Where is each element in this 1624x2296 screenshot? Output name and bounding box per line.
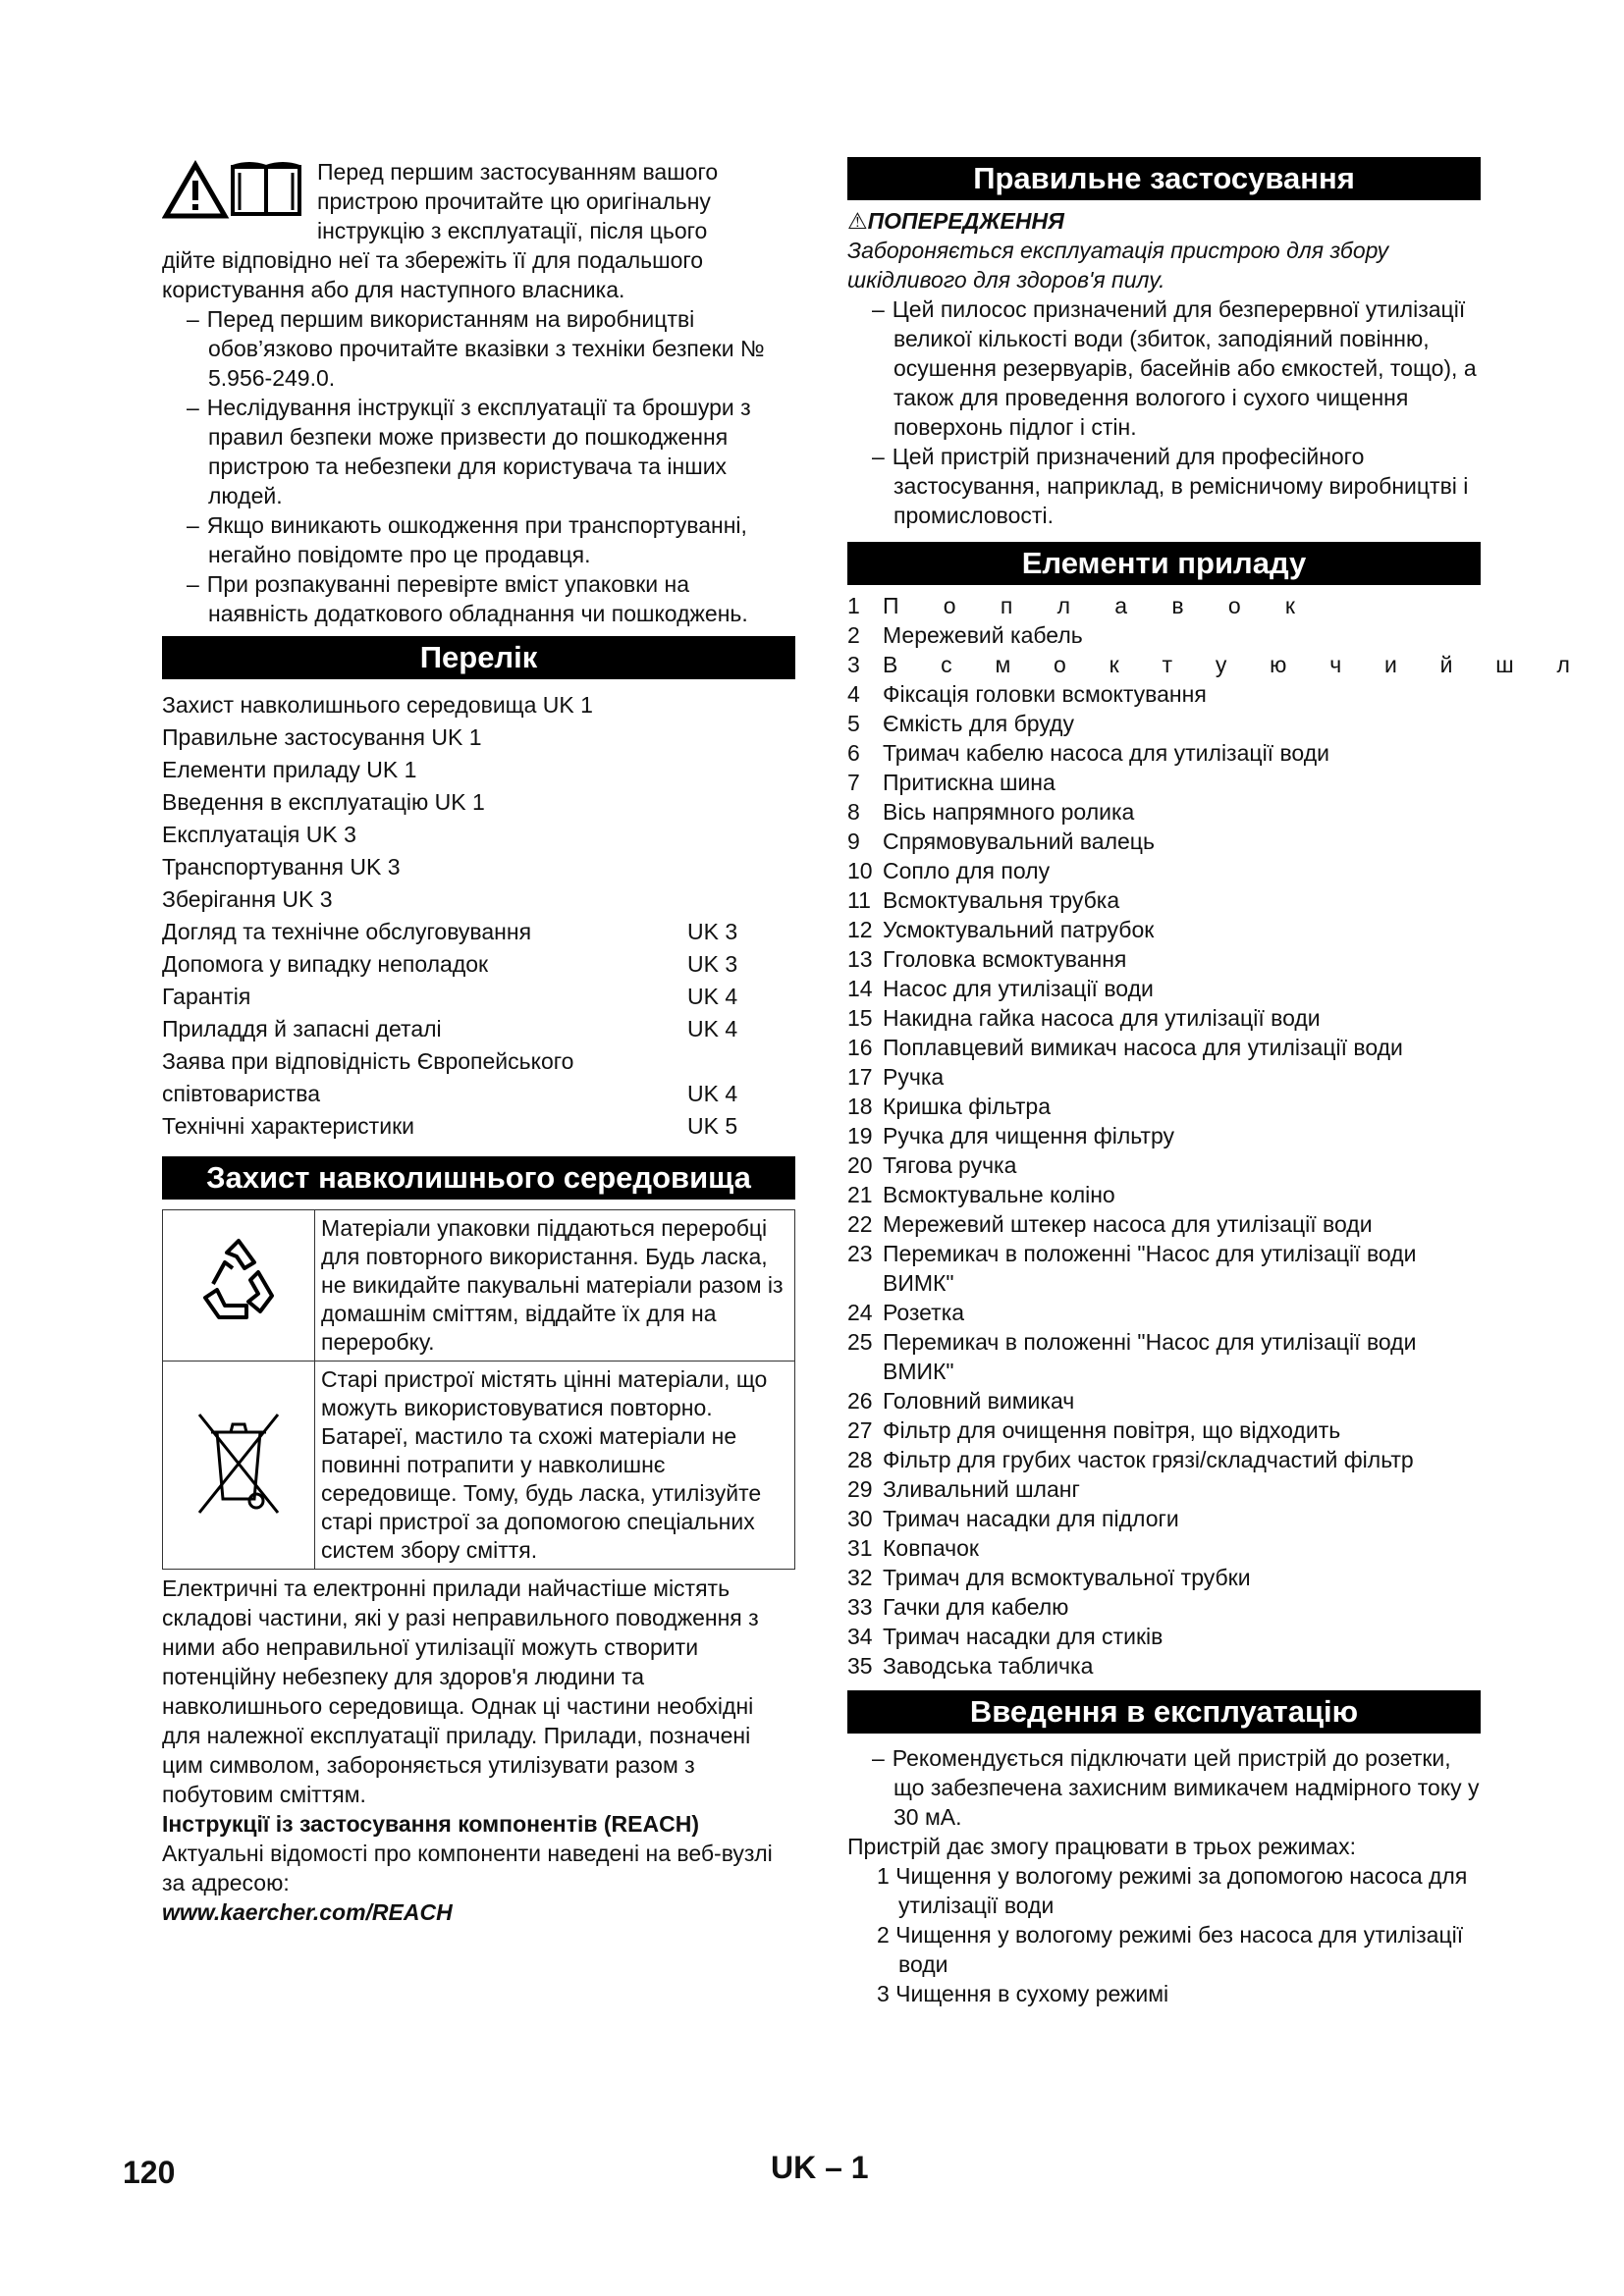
list-item — [847, 1092, 1481, 1121]
toc-page — [687, 851, 795, 883]
toc-page — [687, 819, 795, 851]
letter: о — [1054, 652, 1066, 677]
intro-line: користування або для наступного власника. — [162, 277, 625, 302]
part-number: 35 — [847, 1653, 873, 1679]
list-item: 2 Чищення у вологому режимі без насоса для утилізації води — [877, 1922, 1464, 1977]
recycle-icon — [189, 1233, 288, 1331]
part-number: 18 — [847, 1094, 873, 1119]
part-number: 33 — [847, 1594, 873, 1620]
part-number: 24 — [847, 1300, 873, 1325]
letter: к — [1284, 593, 1295, 618]
part-number: 21 — [847, 1182, 873, 1207]
part-label: Ручка для чищення фільтру — [883, 1123, 1175, 1148]
toc-title: Елементи приладу UK 1 — [162, 757, 417, 782]
toc-title: Заява при відповідність Європейського — [162, 1048, 574, 1074]
toc-page — [687, 786, 795, 819]
part-label: Тримач насадки для стиків — [883, 1624, 1164, 1649]
modes-intro: Пристрій дає змогу працювати в трьох режимах: — [847, 1834, 1356, 1859]
part-label: Всмоктувальня трубка — [883, 887, 1120, 913]
warning-manual-icon — [162, 159, 307, 220]
toc-row[interactable] — [162, 819, 795, 851]
list-item — [847, 1239, 1481, 1298]
letter: в — [1171, 593, 1184, 618]
part-label: Ємкість для бруду — [883, 711, 1074, 736]
list-item — [847, 1209, 1481, 1239]
disposal-text: Старі пристрої містять цінні матеріали, що можуть використовуватися повторно. Батареї, мастило та схожі матеріали не повинні потрапити у навколишнє середовище. Тому, будь ласка, утилізуйте старі пристрої за допомогою спеціальних систем збору сміття. — [315, 1362, 795, 1570]
part-number: 4 — [847, 681, 860, 707]
part-label: Мережевий кабель — [883, 622, 1083, 648]
part-label: Тягова ручка — [883, 1152, 1017, 1178]
part-number: 8 — [847, 799, 860, 825]
part-number: 32 — [847, 1565, 873, 1590]
list-item — [847, 1504, 1481, 1533]
list-item: – Цей пристрій призначений для професійного застосування, наприклад, в ремісничому виробництві і промисловості. — [847, 442, 1481, 530]
list-item: 3 Чищення в сухому режимі — [877, 1981, 1169, 2006]
letter: о — [1227, 593, 1241, 618]
part-label: Головний вимикач — [883, 1388, 1075, 1414]
part-label: Ковпачок — [883, 1535, 979, 1561]
list-item — [847, 1003, 1481, 1033]
part-number: 30 — [847, 1506, 873, 1531]
part-number: 14 — [847, 976, 873, 1001]
toc-row[interactable] — [162, 916, 795, 948]
part-label: Перемикач в положенні "Насос для утилізації води ВМИК" — [883, 1329, 1417, 1384]
list-item — [847, 944, 1481, 974]
reach-title: Інструкції із застосування компонентів (REACH) — [162, 1811, 699, 1837]
toc-title: Транспортування UK 3 — [162, 854, 401, 880]
part-number: 1 — [847, 593, 860, 618]
letter: ш — [1495, 652, 1514, 677]
part-number: 23 — [847, 1241, 873, 1266]
intro-block — [162, 157, 795, 628]
toc-page: UK 4 — [687, 1016, 738, 1041]
modes-list — [847, 1861, 1481, 2008]
toc-title: Експлуатація UK 3 — [162, 822, 356, 847]
letter: о — [943, 593, 956, 618]
toc-row[interactable] — [162, 689, 795, 721]
part-label: Поплавцевий вимикач насоса для утилізації води — [883, 1035, 1403, 1060]
letter: и — [1383, 652, 1397, 677]
part-number: 3 — [847, 652, 860, 677]
letter: й — [1439, 652, 1453, 677]
part-label: Зливальний шланг — [883, 1476, 1080, 1502]
list-item: – Неслідування інструкції з експлуатації та брошури з правил безпеки може призвести до пошкодження пристрою та небезпеки для користувача та інших людей. — [162, 393, 795, 510]
letter: с — [941, 652, 952, 677]
part-label: Тримач насадки для підлоги — [883, 1506, 1179, 1531]
environment-heading: Захист навколишнього середовища — [162, 1156, 795, 1200]
list-item — [847, 797, 1481, 827]
letter: а — [1114, 593, 1128, 618]
toc-title: співтовариства — [162, 1081, 321, 1106]
part-label: Фільтр для очищення повітря, що відходить — [883, 1417, 1341, 1443]
letter: ч — [1329, 652, 1342, 677]
list-item — [847, 1298, 1481, 1327]
toc-row[interactable] — [162, 786, 795, 819]
list-item — [847, 1327, 1481, 1386]
toc-title: Допомога у випадку неполадок — [162, 951, 489, 977]
disposal-cell — [163, 1362, 315, 1570]
list-item — [847, 1445, 1481, 1474]
list-item — [847, 1386, 1481, 1415]
toc-title: Гарантія — [162, 984, 251, 1009]
list-item — [847, 1533, 1481, 1563]
list-item — [847, 768, 1481, 797]
part-number: 31 — [847, 1535, 873, 1561]
letter: П — [883, 593, 899, 618]
part-label: Накидна гайка насоса для утилізації води — [883, 1005, 1321, 1031]
part-label: Притискна шина — [883, 770, 1056, 795]
part-number: 9 — [847, 828, 860, 854]
letter: п — [1000, 593, 1013, 618]
part-number: 17 — [847, 1064, 873, 1090]
list-item — [847, 1622, 1481, 1651]
part-number: 5 — [847, 711, 860, 736]
letter: л — [1056, 593, 1071, 618]
part-number: 25 — [847, 1329, 873, 1355]
letter: к — [1109, 652, 1119, 677]
environment-table — [162, 1209, 795, 1570]
list-item — [847, 738, 1481, 768]
warning-icon: ⚠ — [847, 208, 868, 234]
letter: т — [1162, 652, 1173, 677]
toc-page: UK 3 — [687, 919, 738, 944]
list-item: – Якщо виникають ошкодження при транспортуванні, негайно повідомте про це продавця. — [162, 510, 795, 569]
part-number: 10 — [847, 858, 873, 883]
part-label: Тримач кабелю насоса для утилізації води — [883, 740, 1329, 766]
toc-page — [687, 883, 795, 916]
part-number: 26 — [847, 1388, 873, 1414]
part-label: Фіксація головки всмоктування — [883, 681, 1207, 707]
part-label: Гголовка всмоктування — [883, 946, 1127, 972]
part-label: Всмоктувальне коліно — [883, 1182, 1115, 1207]
recycle-text: Матеріали упаковки піддаються переробці для повторного використання. Будь ласка, не викидайте пакувальні матеріали разом із домашнім сміттям, віддайте їх для на переробку. — [315, 1210, 795, 1362]
part-label: Кришка фільтра — [883, 1094, 1051, 1119]
left-column — [162, 157, 795, 1927]
toc-page: UK 5 — [687, 1113, 738, 1139]
part-number: 29 — [847, 1476, 873, 1502]
toc-title: Технічні характеристики — [162, 1113, 414, 1139]
warning-text: Забороняється експлуатація пристрою для збору шкідливого для здоров'я пилу. — [847, 238, 1389, 293]
intro-bullets — [162, 304, 795, 628]
toc-page: UK 4 — [687, 1081, 738, 1106]
toc-page — [687, 721, 795, 754]
list-item — [847, 885, 1481, 915]
toc-page — [687, 754, 795, 786]
toc-heading: Перелік — [162, 636, 795, 679]
part-number: 27 — [847, 1417, 873, 1443]
part-number: 22 — [847, 1211, 873, 1237]
part-label: Насос для утилізації води — [883, 976, 1154, 1001]
commissioning-heading: Введення в експлуатацію — [847, 1690, 1481, 1734]
intro-line: інструкцію з експлуатації, після цього — [317, 218, 708, 243]
toc-row[interactable] — [162, 948, 795, 981]
part-label — [883, 650, 1570, 679]
list-item — [847, 915, 1481, 944]
part-label: Усмоктувальний патрубок — [883, 917, 1155, 942]
reach-link[interactable]: www.kaercher.com/REACH — [162, 1899, 453, 1925]
page-code: UK – 1 — [771, 2150, 869, 2185]
list-item: 1 Чищення у вологому режимі за допомогою насоса для утилізації води — [877, 1863, 1468, 1918]
list-item — [847, 709, 1481, 738]
toc-page — [687, 689, 795, 721]
part-number: 11 — [847, 887, 871, 913]
proper-use-heading: Правильне застосування — [847, 157, 1481, 200]
part-number: 28 — [847, 1447, 873, 1472]
list-item — [847, 650, 1570, 679]
toc-title: Правильне застосування UK 1 — [162, 724, 482, 750]
list-item — [847, 591, 1481, 620]
list-item — [847, 620, 1481, 650]
list-item — [847, 856, 1481, 885]
intro-line: пристрою прочитайте цю оригінальну — [317, 188, 711, 214]
part-number: 16 — [847, 1035, 873, 1060]
part-label: Спрямовувальний валець — [883, 828, 1155, 854]
list-item — [847, 1563, 1481, 1592]
list-item — [847, 974, 1481, 1003]
letter: у — [1215, 652, 1227, 677]
list-item: – Цей пилосос призначений для безперервної утилізації великої кількості води (збиток, заподіяний повінню, осушення резервуарів, басейнів або ємкостей, тощо), а також для проведення вологого і сухого чищення поверхонь підлог і стін. — [847, 294, 1481, 442]
warning-title — [847, 206, 1481, 236]
list-item: – При розпакуванні перевірте вміст упаковки на наявність додаткового обладнання чи пошкоджень. — [162, 569, 795, 628]
list-item — [847, 1150, 1481, 1180]
toc-row[interactable] — [162, 851, 795, 883]
elements-heading: Елементи приладу — [847, 542, 1481, 585]
list-item — [847, 827, 1481, 856]
part-label: Мережевий штекер насоса для утилізації води — [883, 1211, 1373, 1237]
part-number: 13 — [847, 946, 873, 972]
part-label: Заводська табличка — [883, 1653, 1094, 1679]
part-number: 20 — [847, 1152, 873, 1178]
list-item — [847, 1415, 1481, 1445]
letter: ю — [1270, 652, 1287, 677]
toc-page: UK 4 — [687, 984, 738, 1009]
reach-text: Актуальні відомості про компоненти наведені на веб-вузлі за адресою: — [162, 1841, 773, 1896]
warning-title-text: ПОПЕРЕДЖЕННЯ — [867, 208, 1064, 234]
spaced-label-3 — [883, 650, 1570, 679]
table-of-contents — [162, 689, 795, 1143]
list-item — [847, 1474, 1481, 1504]
toc-title: Введення в експлуатацію UK 1 — [162, 789, 485, 815]
toc-row[interactable] — [162, 1045, 795, 1078]
part-number: 6 — [847, 740, 860, 766]
list-item — [847, 1592, 1481, 1622]
part-label: Гачки для кабелю — [883, 1594, 1069, 1620]
part-label — [883, 591, 1481, 620]
part-label: Ручка — [883, 1064, 945, 1090]
list-item — [847, 679, 1481, 709]
toc-title: Захист навколишнього середовища UK 1 — [162, 692, 593, 718]
part-label: Фільтр для грубих часток грязі/складчастий фільтр — [883, 1447, 1414, 1472]
letter: м — [995, 652, 1011, 677]
letter: В — [883, 652, 898, 677]
toc-row[interactable] — [162, 981, 795, 1013]
toc-page: UK 3 — [687, 951, 738, 977]
list-item: – Перед першим використанням на виробництві обов’язково прочитайте вказівки з техніки безпеки № 5.956-249.0. — [162, 304, 795, 393]
toc-row[interactable] — [162, 754, 795, 786]
recycle-cell — [163, 1210, 315, 1362]
list-item — [847, 1180, 1481, 1209]
list-item — [847, 1121, 1481, 1150]
part-number: 19 — [847, 1123, 873, 1148]
proper-use-bullets — [847, 294, 1481, 530]
part-number: 7 — [847, 770, 860, 795]
toc-row[interactable] — [162, 1110, 795, 1143]
page-number: 120 — [123, 2155, 176, 2190]
toc-page — [687, 1045, 795, 1078]
part-label: Розетка — [883, 1300, 965, 1325]
toc-row[interactable] — [162, 883, 795, 916]
part-number: 34 — [847, 1624, 873, 1649]
part-label: Тримач для всмоктувальної трубки — [883, 1565, 1251, 1590]
part-label: Перемикач в положенні "Насос для утилізації води ВИМК" — [883, 1241, 1417, 1296]
parts-list — [847, 591, 1570, 1681]
list-item — [847, 1651, 1481, 1681]
part-number: 15 — [847, 1005, 873, 1031]
toc-title: Зберігання UK 3 — [162, 886, 333, 912]
toc-title: Догляд та технічне обслуговування — [162, 919, 532, 944]
toc-row[interactable] — [162, 721, 795, 754]
toc-row[interactable] — [162, 1013, 795, 1045]
electronics-text: Електричні та електронні прилади найчастіше містять складові частини, які у разі неправильного поводження з ними або неправильної утилізації можуть створити потенційну небезпеку для здоров'я людини та навколишнього середовища. Однак ці частини необхідні для належної експлуатації приладу. Прилади, позначені цим символом, забороняється утилізувати разом з побутовим сміттям. — [162, 1575, 759, 1807]
toc-row[interactable] — [162, 1078, 795, 1110]
part-number: 12 — [847, 917, 873, 942]
toc-title: Приладдя й запасні деталі — [162, 1016, 442, 1041]
intro-line: Перед першим застосуванням вашого — [317, 159, 719, 185]
intro-line: дійте відповідно неї та збережіть її для подальшого — [162, 247, 704, 273]
list-item — [847, 1033, 1481, 1062]
letter: л — [1556, 652, 1570, 677]
list-item — [847, 1062, 1481, 1092]
crossed-bin-icon — [189, 1403, 288, 1521]
commissioning-bullets — [847, 1743, 1481, 1832]
right-column — [847, 157, 1570, 2008]
part-label: Сопло для полу — [883, 858, 1051, 883]
part-label: Вісь напрямного ролика — [883, 799, 1135, 825]
list-item: – Рекомендується підключати цей пристрій до розетки, що забезпечена захисним вимикачем надмірного току у 30 мА. — [847, 1743, 1481, 1832]
part-number: 2 — [847, 622, 860, 648]
spaced-label-1 — [883, 591, 1295, 620]
